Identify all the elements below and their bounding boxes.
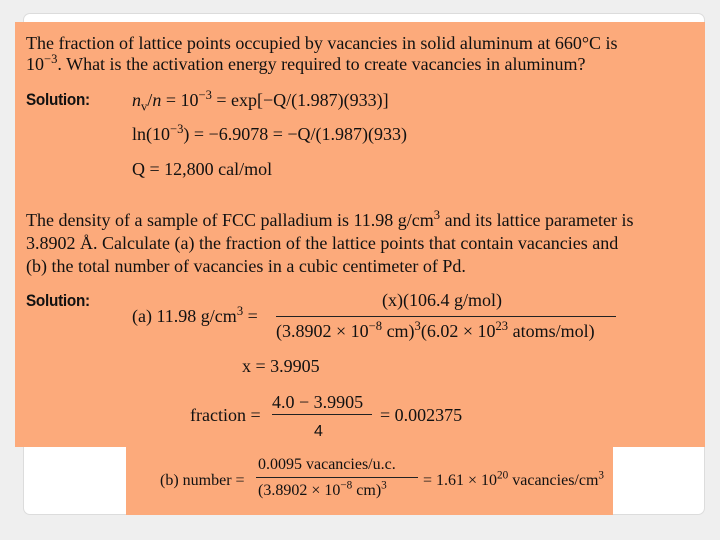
- part-a-numerator: (x)(106.4 g/mol): [382, 290, 502, 310]
- solution2-label: Solution:: [26, 291, 90, 310]
- part-b-result: = $1.61 \times 10^{20}$ vacancies/$cm^3$: [423, 469, 604, 489]
- problem2-line2: 3.8902 Å. Calculate (a) the fraction of the lattice points that contain vacancies and: [26, 233, 619, 253]
- part-b-label: (b) number =: [160, 472, 245, 489]
- part-b-fraction-bar: [256, 477, 418, 478]
- fraction-denominator: 4: [314, 423, 323, 440]
- part-a-fraction-bar: [276, 316, 616, 317]
- part-b-denominator: ($3.8902 \times 10^{-8}$ cm)$^3$: [258, 479, 387, 499]
- solution1-eq2: $\ln(10^{-3}) = -6.9078 = -Q/(1.987)(933)$: [132, 122, 407, 144]
- problem2-line3: (b) the total number of vacancies in a cubic centimeter of Pd.: [26, 256, 466, 276]
- part-a-lhs: (a) 11.98 $g/cm^3$ =: [132, 304, 258, 326]
- fraction-numerator: 4.0 − 3.9905: [272, 392, 364, 412]
- fraction-bar: [272, 414, 372, 415]
- problem1-line1: The fraction of lattice points occupied by vacancies in solid aluminum at 660°C is: [26, 33, 618, 53]
- fraction-label: fraction =: [190, 405, 261, 425]
- problem2-line1: The density of a sample of FCC palladium is 11.98 $g/cm^3$ and its lattice parameter is: [26, 208, 634, 230]
- part-b-numerator: 0.0095 vacancies/u.c.: [258, 456, 396, 473]
- fraction-result: = 0.002375: [380, 405, 463, 425]
- part-a-denominator: ($3.8902 \times 10^{-8}$ $cm)^3(6.02 \times 10^{23}$ atoms/mol): [276, 319, 595, 341]
- problem1-line2: $10^{-3}$. What is the activation energy required to create vacancies in aluminum?: [26, 52, 586, 74]
- solution1-eq3: Q = 12,800 cal/mol: [132, 159, 273, 179]
- solution1-label: Solution:: [26, 90, 90, 109]
- solution1-eq1: $n_v/n = 10^{-3} = \exp[-Q/(1.987)(933)]$: [132, 88, 389, 114]
- x-result: x = 3.9905: [242, 356, 320, 376]
